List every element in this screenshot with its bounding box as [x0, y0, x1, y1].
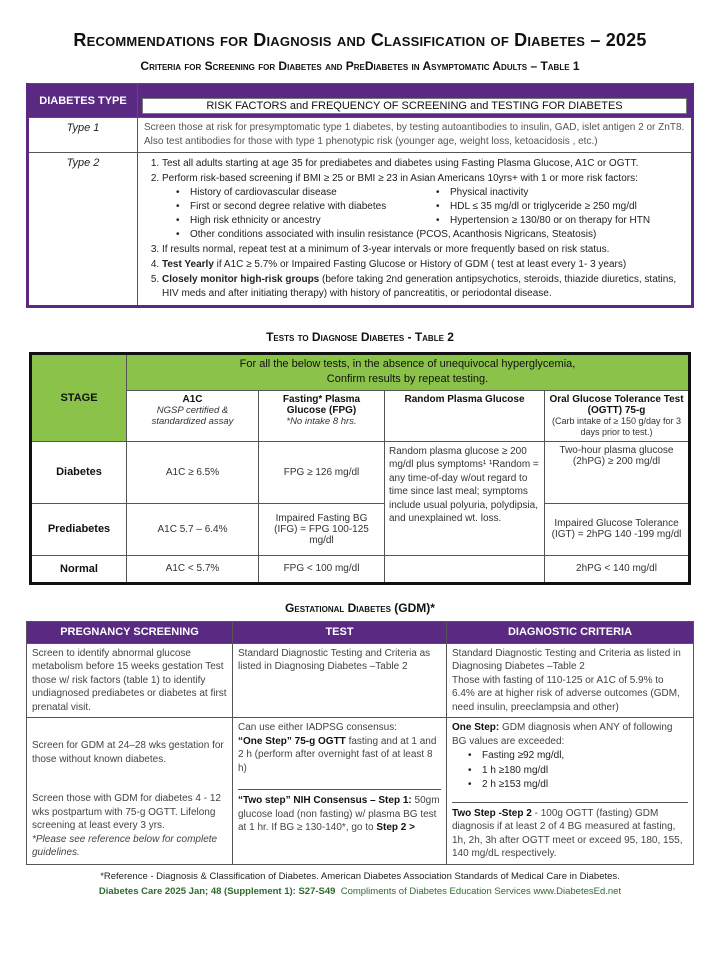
cell-prediabetes-a1c: A1C 5.7 – 6.4% — [127, 503, 259, 555]
risk-factor: • Other conditions associated with insulin resistance (PCOS, Acanthosis Nigricans, Steatosis) — [162, 228, 685, 242]
gdm-table — [26, 621, 694, 865]
gdm-r2-test: Can use either IADPSG consensus: “One Step” 75-g OGTT fasting and at 1 and 2 h (perform after overnight fast of at least 8 h) “Two step” NIH Consensus – Step 1: 50gm glucose load (non fasting) w/ plasma BG test at 1 hr. If BG ≥ 130-140*, go to Step 2 > — [233, 718, 447, 865]
risk-factor: • History of cardiovascular disease — [176, 186, 426, 200]
ogtt-header: Oral Glucose Tolerance Test (OGTT) 75-g (Carb intake of ≥ 150 g/day for 3 days prior to test.) — [545, 390, 690, 441]
list-item: • 2 h ≥153 mg/dl — [452, 778, 688, 792]
risk-factor: • High risk ethnicity or ancestry — [176, 214, 426, 228]
risk-factor: • Hypertension ≥ 130/80 or on therapy for HTN — [436, 214, 685, 228]
gdm-r1-test: Standard Diagnostic Testing and Criteria as listed in Diagnosing Diabetes –Table 2 — [233, 643, 447, 718]
row-prediabetes: Prediabetes — [31, 503, 127, 555]
risk-factor: • HDL ≤ 35 mg/dl or triglyceride ≥ 250 mg/dl — [436, 200, 685, 214]
diagnosis-table — [29, 352, 691, 585]
test-header: TEST — [233, 621, 447, 643]
screening-table — [26, 83, 694, 308]
cell-diabetes-ogtt: Two-hour plasma glucose (2hPG) ≥ 200 mg/dl — [545, 441, 690, 503]
row-diabetes: Diabetes — [31, 441, 127, 503]
cell-diabetes-a1c: A1C ≥ 6.5% — [127, 441, 259, 503]
gdm-r1-criteria: Standard Diagnostic Testing and Criteria as listed in Diagnosing Diabetes –Table 2 Those with fasting of 110-125 or A1C of 5.9% to 6.4% are at higher risk of adverse outcomes (GDM, need insulin, preeclampsia and other) — [447, 643, 694, 718]
table2-title: Tests to Diagnose Diabetes - Table 2 — [266, 330, 454, 344]
risk-factors-header: RISK FACTORS and FREQUENCY OF SCREENING and TESTING FOR DIABETES — [142, 98, 687, 114]
gdm-r2-screening: Screen for GDM at 24–28 wks gestation for those without known diabetes. Screen those with GDM for diabetes 4 - 12 wks postpartum with 75-g OGTT. Lifelong screening at least every 3 yrs. *Please see reference below for complete guidelines. — [27, 718, 233, 865]
type2-label: Type 2 — [28, 153, 138, 307]
cell-prediabetes-ogtt: Impaired Glucose Tolerance (IGT) = 2hPG 140 -199 mg/dl — [545, 503, 690, 555]
risk-factor: • Physical inactivity — [436, 186, 685, 200]
list-item: 5. Closely monitor high-risk groups (before taking 2nd generation antipsychotics, steroids, thiazide diuretics, statins, HIV meds and after initiating therapy) with history of pancreatitis, or periodontal disease. — [162, 273, 685, 301]
confirm-banner: For all the below tests, in the absence of unequivocal hyperglycemia, Confirm results by repeat testing. — [127, 354, 690, 391]
page-title: Recommendations for Diagnosis and Classification of Diabetes – 2025 — [73, 30, 647, 50]
fpg-header: Fasting* Plasma Glucose (FPG) *No intake 8 hrs. — [259, 390, 385, 441]
list-item: 3. If results normal, repeat test at a minimum of 3-year intervals or more frequently based on risk status. — [162, 243, 685, 257]
table1-title: Criteria for Screening for Diabetes and PreDiabetes in Asymptomatic Adults – Table 1 — [140, 59, 580, 73]
cell-normal-random — [385, 555, 545, 583]
gdm-r2-criteria: One Step: GDM diagnosis when ANY of following BG values are exceeded: • Fasting ≥92 mg/dl, • 1 h ≥180 mg/dl • 2 h ≥153 mg/dl Two Step -Step 2 - 100g OGTT (fasting) GDM diagnosis if at least 2 of 4 BG measured at fasting, 1h, 2h, 3h after OGTT meet or exceed 95, 180, 155, 140 mg/dL respectively. — [447, 718, 694, 865]
risk-factor-list — [162, 186, 685, 228]
list-item: • 1 h ≥180 mg/dl — [452, 764, 688, 778]
stage-header: STAGE — [31, 354, 127, 442]
document-page — [0, 30, 720, 961]
type1-text: Screen those at risk for presymptomatic type 1 diabetes, by testing autoantibodies to insulin, GAD, islet antigen 2 or ZnT8. Also test antibodies for those with type 1 phenotypic risk (younger age, weight loss, ketoacidosis , etc.) — [138, 118, 693, 153]
gdm-r1-screening: Screen to identify abnormal glucose metabolism before 15 weeks gestation Test those w/ risk factors (table 1) to identify undiagnosed prediabetes or diabetes at first prenatal visit. — [27, 643, 233, 718]
diagnostic-criteria-header: DIAGNOSTIC CRITERIA — [447, 621, 694, 643]
diabetes-type-header: DIABETES TYPE — [28, 84, 138, 118]
list-item: 4. Test Yearly if A1C ≥ 5.7% or Impaired Fasting Glucose or History of GDM ( test at least every 1- 3 years) — [162, 258, 685, 272]
risk-factors-header-cell — [138, 84, 693, 118]
list-item: • Fasting ≥92 mg/dl, — [452, 749, 688, 763]
list-item: 2. Perform risk-based screening if BMI ≥ 25 or BMI ≥ 23 in Asian Americans 10yrs+ with 1 or more risk factors: • History of cardiovascular disease • Physical inactivity • First or second degree relative with diabetes • HDL ≤ 35 mg/dl or triglyceride ≥ 250 mg/dl • High risk ethnicity or ancestry • Hypertension ≥ 130/80 or on therapy for HTN • Other conditions associated with insulin resistance (PCOS, Acanthosis Nigricans, Steatosis) — [162, 172, 685, 242]
list-item: 1. Test all adults starting at age 35 for prediabetes and diabetes using Fasting Plasma Glucose, A1C or OGTT. — [162, 157, 685, 171]
cell-normal-ogtt: 2hPG < 140 mg/dl — [545, 555, 690, 583]
cell-normal-fpg: FPG < 100 mg/dl — [259, 555, 385, 583]
gdm-title: Gestational Diabetes (GDM)* — [285, 600, 435, 615]
cell-normal-a1c: A1C < 5.7% — [127, 555, 259, 583]
cell-diabetes-fpg: FPG ≥ 126 mg/dl — [259, 441, 385, 503]
citation-line: Diabetes Care 2025 Jan; 48 (Supplement 1): S27-S49 Compliments of Diabetes Education Services www.DiabetesEd.net — [98, 885, 622, 897]
cell-prediabetes-fpg: Impaired Fasting BG (IFG) = FPG 100-125 mg/dl — [259, 503, 385, 555]
reference-note: *Reference - Diagnosis & Classification of Diabetes. American Diabetes Association Standards of Medical Care in Diabetes. — [100, 870, 620, 882]
risk-factor: • First or second degree relative with diabetes — [176, 200, 426, 214]
cell-random: Random plasma glucose ≥ 200 mg/dl plus symptoms¹ ¹Random = any time-of-day w/out regard to time since last meal; symptoms include usual polyuria, polydipsia, and unexplained wt. loss. — [385, 441, 545, 555]
type2-content — [138, 153, 693, 307]
a1c-header: A1C NGSP certified & standardized assay — [127, 390, 259, 441]
pregnancy-screening-header: PREGNANCY SCREENING — [27, 621, 233, 643]
row-normal: Normal — [31, 555, 127, 583]
random-header: Random Plasma Glucose — [385, 390, 545, 441]
type1-label: Type 1 — [28, 118, 138, 153]
